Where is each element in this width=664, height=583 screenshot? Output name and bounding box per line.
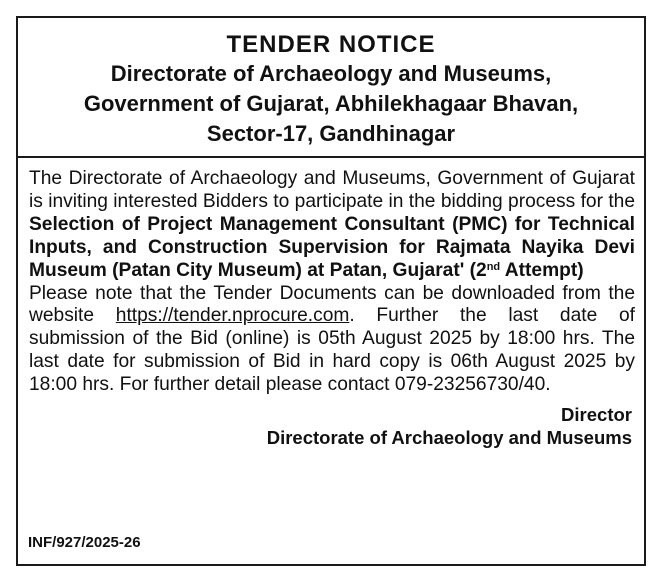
invitation-intro: The Directorate of Archaeology and Museums, Government of Gujarat is inviting interested Bidders to participate in the bidding process for the [29,168,635,212]
notice-title: TENDER NOTICE [226,31,436,58]
download-intro: Please note that the Tender Documents can be downloaded from the website [29,282,635,327]
notice-body [18,158,644,397]
tender-website-link[interactable]: https://tender.nprocure.com [115,305,350,327]
signature-block [18,397,644,449]
notice-header [18,18,644,158]
submission-details: . Further the last date of submission of the Bid (online) is 05th August 2025 by 18:00 hrs. The last date for submission of Bid in hard copy is 06th August 2025 by 18:00 hrs. For further detail please contact 079-23256730/40. [29,305,635,396]
signatory-designation: Director [561,404,632,426]
org-line-3: Sector-17, Gandhinagar [206,121,456,146]
org-line-1: Directorate of Archaeology and Museums, [110,61,552,86]
project-title: Selection of Project Management Consultant (PMC) for Technical Inputs, and Construction Supervision for Rajmata Nayika Devi Museum (Patan City Museum) at Patan, Gujarat' (2 [29,213,635,281]
attempt-superscript: nd [486,260,501,273]
tender-notice [16,16,646,566]
submission-paragraph [29,283,635,398]
invitation-paragraph [29,168,635,283]
org-line-2: Government of Gujarat, Abhilekhagaar Bhavan, [83,91,579,116]
attempt-label: Attempt) [500,259,584,281]
signatory-office: Directorate of Archaeology and Museums [266,427,632,449]
reference-number: INF/927/2025-26 [28,534,141,551]
